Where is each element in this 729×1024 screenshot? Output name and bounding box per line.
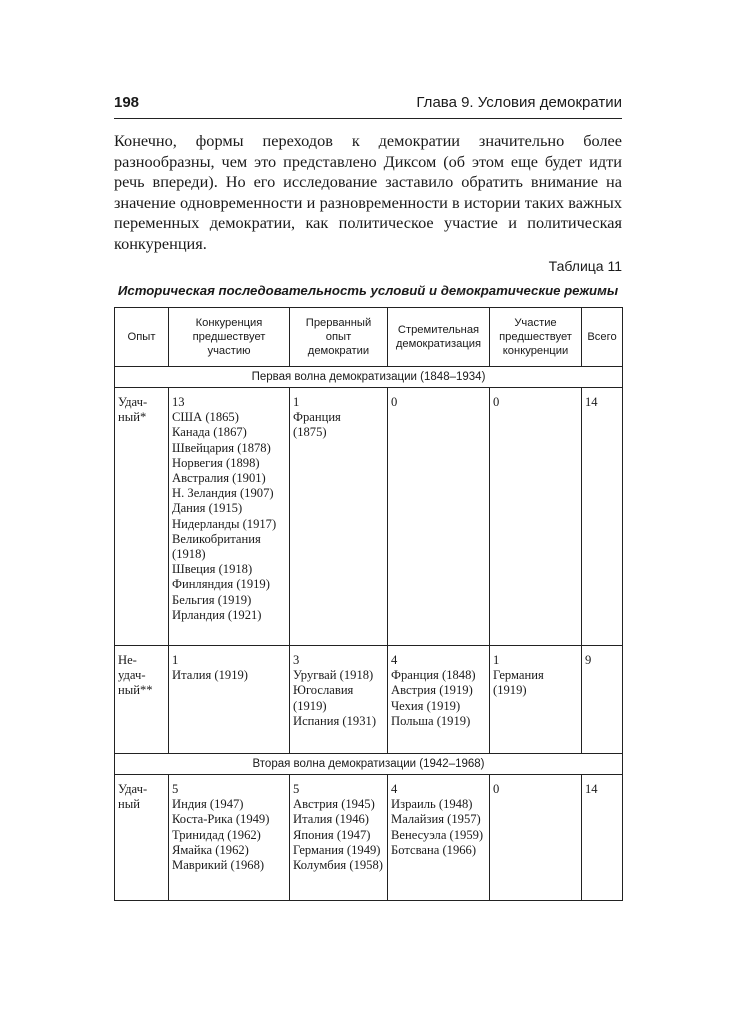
header-competition-first: Конкуренция предшествует участию [169, 308, 290, 367]
row-experience: Удач-ный* [115, 388, 169, 646]
table-cell: 9 [582, 646, 623, 754]
table-cell: 0 [388, 388, 490, 646]
table-cell: 1 Италия (1919) [169, 646, 290, 754]
page-number: 198 [114, 94, 140, 111]
data-table [114, 307, 623, 901]
table-cell: 0 [490, 775, 582, 901]
header-rapid: Стремительная демократизация [388, 308, 490, 367]
body-paragraph: Конечно, формы переходов к демократии значительно более разнообразны, чем это представлено Диксом (об этом еще будет идти речь впереди). Но его исследование заставило обратить внимание на значение одновременности и разновременности в истории таких важных переменных демократии, как политическое участие и политическая конкуренция. [114, 131, 622, 253]
table-header-row [115, 308, 623, 367]
table-cell: 0 [490, 388, 582, 646]
table-cell: 3 Уругвай (1918) Югославия (1919) Испания (1931) [290, 646, 388, 754]
chapter-title: Глава 9. Условия демократии [416, 94, 622, 111]
table-cell: 5 Индия (1947) Коста-Рика (1949) Тринидад (1962) Ямайка (1962) Маврикий (1968) [169, 775, 290, 901]
table-title: Историческая последовательность условий и демократические режимы [117, 283, 619, 298]
running-header [114, 92, 622, 119]
header-participation-first: Участие предшествует конкуренции [490, 308, 582, 367]
table-label: Таблица 11 [548, 258, 622, 274]
row-experience: Не-удач-ный** [115, 646, 169, 754]
wave1-title: Первая волна демократизации (1848–1934) [115, 367, 623, 388]
table-cell: 13 США (1865) Канада (1867) Швейцария (1878) Норвегия (1898) Австралия (1901) Н. Зеландия (1907) Дания (1915) Нидерланды (1917) Великобритания (1918) Швеция (1918) Финляндия (1919) Бельгия (1919) Ирландия (1921) [169, 388, 290, 646]
header-experience: Опыт [115, 308, 169, 367]
table-cell: 5 Австрия (1945) Италия (1946) Япония (1947) Германия (1949) Колумбия (1958) [290, 775, 388, 901]
table-cell: 1 Германия (1919) [490, 646, 582, 754]
table-row [115, 775, 623, 901]
wave-row [115, 367, 623, 388]
table-cell: 14 [582, 775, 623, 901]
header-total: Всего [582, 308, 623, 367]
header-interrupted: Прерванный опыт демократии [290, 308, 388, 367]
wave-row [115, 754, 623, 775]
row-experience: Удач-ный [115, 775, 169, 901]
table-row [115, 646, 623, 754]
table-row [115, 388, 623, 646]
table-cell: 4 Израиль (1948) Малайзия (1957) Венесуэла (1959) Ботсвана (1966) [388, 775, 490, 901]
table-cell: 1 Франция (1875) [290, 388, 388, 646]
table-cell: 4 Франция (1848) Австрия (1919) Чехия (1919) Польша (1919) [388, 646, 490, 754]
table-cell: 14 [582, 388, 623, 646]
wave2-title: Вторая волна демократизации (1942–1968) [115, 754, 623, 775]
